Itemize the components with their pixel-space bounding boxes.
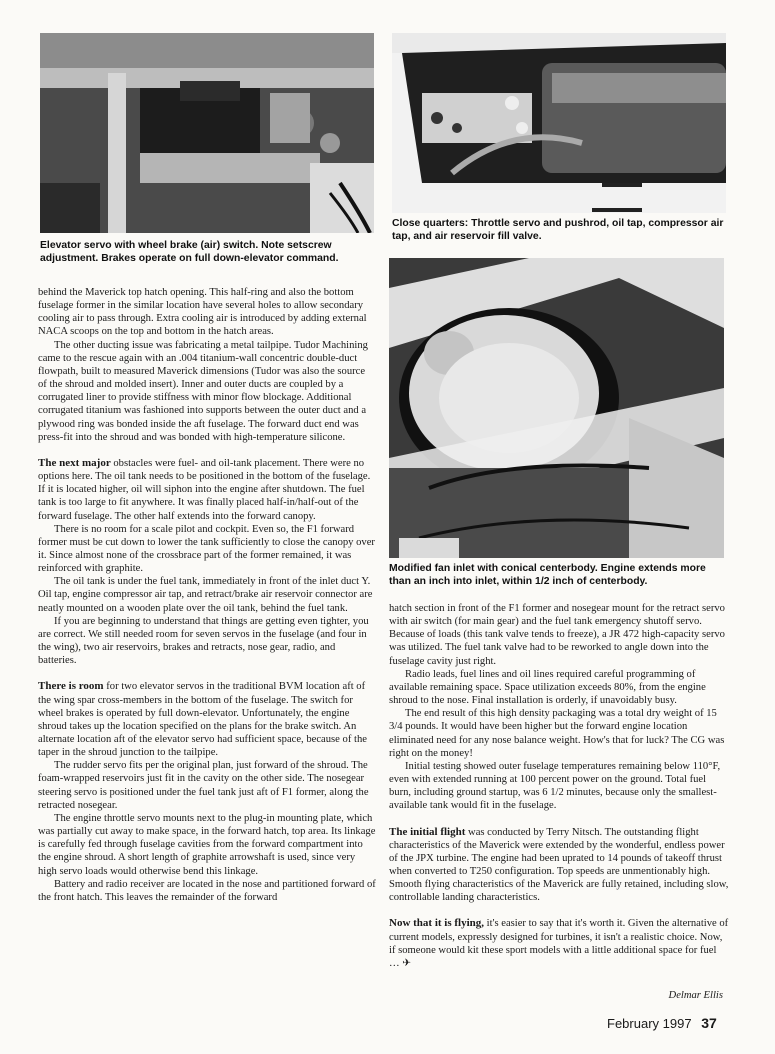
photo-fan-inlet bbox=[389, 258, 724, 558]
page-footer bbox=[607, 1015, 717, 1031]
left-paragraph-7: There is room for two elevator servos in the traditional BVM location aft of the wing spar cross-members in the bottom of the fuselage. The switch for wheel brakes is operated by full down-elevator. Unfortunately, the engine shroud takes up the location specified on the plans for the brake switch. An alternate location aft of the elevator servo had sufficient space, because of the taper in the shroud junction to the tailpipe. bbox=[38, 680, 367, 759]
left-paragraph-6: If you are beginning to understand that things are getting even tighter, you are correct. We still needed room for seven servos in the fuselage (and four in the wing), two air reservoirs, brakes and retracts, nose gear, radio, and batteries. bbox=[38, 615, 369, 667]
photo-throttle-servo-image bbox=[392, 33, 726, 213]
caption-photo-1: Elevator servo with wheel brake (air) switch. Note setscrew adjustment. Brakes operate on full down-elevator command. bbox=[40, 240, 339, 264]
footer-date: February 1997 bbox=[607, 1016, 692, 1031]
photo-elevator-servo bbox=[40, 33, 374, 233]
caption-photo-3: Modified fan inlet with conical centerbody. Engine extends more than an inch into inlet, within 1/2 inch of centerbody. bbox=[389, 563, 706, 587]
right-paragraph-4: Initial testing showed outer fuselage temperatures remaining below 110°F, even with extended running at 100 percent power on the ground. Total fuel burn, including ground startup, was 6 1/2 minutes, because only the smallest-available tank would fit in the fuselage. bbox=[389, 760, 721, 812]
lead-there-is-room: There is room bbox=[38, 680, 104, 693]
lead-now-flying: Now that it is flying, bbox=[389, 917, 485, 930]
right-column bbox=[389, 602, 729, 970]
right-paragraph-1: hatch section in front of the F1 former and nosegear mount for the retract servo with air switch (for main gear) and the fuel tank emergency shutoff servo. Because of loads (this tank valve tends to freeze), a JR 472 high-capacity servo was utilized. The fuel tank valve had to be reworked to angle down into the fuselage cavity just right. bbox=[389, 603, 725, 667]
caption-photo-2: Close quarters: Throttle servo and pushrod, oil tap, compressor air tap, and air reservoir fill valve. bbox=[392, 218, 724, 242]
left-paragraph-5: The oil tank is under the fuel tank, immediately in front of the inlet duct Y. Oil tap, engine compressor air tap, and retract/brake air reservoir connector are neatly mounted on a wooden plate over the oil tank, behind the fuel tank. bbox=[38, 576, 373, 614]
lead-initial-flight: The initial flight bbox=[389, 825, 466, 838]
left-paragraph-8: The rudder servo fits per the original plan, just forward of the shroud. The foam-wrapped reservoirs just fit in the cavity on the other side. The nosegear steering servo is positioned under the fuel tank just aft of F1 former, along the retracted nosegear. bbox=[38, 760, 369, 811]
left-column bbox=[38, 286, 376, 904]
page-number: 37 bbox=[701, 1015, 717, 1031]
author-signature: Delmar Ellis bbox=[668, 990, 723, 1001]
left-paragraph-10: Battery and radio receiver are located in the nose and partitioned forward of the front hatch. This leaves the remainder of the forward bbox=[38, 878, 376, 903]
photo-throttle-servo bbox=[392, 33, 726, 213]
left-paragraph-4: There is no room for a scale pilot and cockpit. Even so, the F1 forward former must be cut down to lower the tank sufficiently to close the canopy over it. Since almost none of the crossbrace part of the former remained, it was reinforced with graphite. bbox=[38, 523, 375, 575]
right-paragraph-3: The end result of this high density packaging was a total dry weight of 15 3/4 pounds. It would have been higher but the forward engine location eliminated need for any nose balance weight. How's that for luck? The CG was right on the money! bbox=[389, 708, 725, 759]
lead-next-major: The next major bbox=[38, 456, 111, 469]
right-paragraph-2: Radio leads, fuel lines and oil lines required careful programming of available remaining space. Space utilization exceeds 80%, from the engine shroud to the nose. Final installation is orderly, if unavoidably busy. bbox=[389, 668, 706, 707]
photo-fan-inlet-image bbox=[389, 258, 724, 558]
photo-elevator-servo-image bbox=[40, 33, 374, 233]
left-paragraph-2: The other ducting issue was fabricating a metal tailpipe. Tudor Machining came to the rescue again with an .004 titanium-wall concentric double-duct flowpath, built to measured Maverick dimensions (Tudor was also the source of the shroud and molded insert). Inner and outer ducts are coupled by a corrugated liner to provide stiffness with minor flow blockage. Additional corrugated titanium was fashioned into supports between the outer duct and a plywood ring was bonded inside the aft fuselage. The forward duct end was press-fit into the shroud and was bonded with high-temperature silicone. bbox=[38, 339, 368, 443]
left-paragraph-9: The engine throttle servo mounts next to the plug-in mounting plate, which was partially cut away to make space, in the forward hatch, top area. Its linkage is carefully fed through fuselage cavities from the forward compartment into the engine shroud. A short length of graphite arrowshaft is used, since very high servo loads would otherwise bend this linkage. bbox=[38, 812, 376, 877]
right-paragraph-5: The initial flight was conducted by Terry Nitsch. The outstanding flight characteristics of the Maverick were extended by the wonderful, endless power of the JPX turbine. The engine had been uprated to 14 pounds of takeoff thrust when converted to T250 configuration. Top speeds are unmentionably high. Smooth flying characteristics of the Maverick are fully retained, including slow, controllable landing characteristics. bbox=[389, 825, 729, 904]
right-paragraph-6: Now that it is flying, it's easier to say that it's worth it. Given the alternative of current models, expressly designed for turbines, it isn't a realistic choice. Now, if someone would kit these sport models with a little additional space for fuel … ✈ bbox=[389, 917, 729, 969]
left-paragraph-3: The next major obstacles were fuel- and oil-tank placement. There were no options here. The oil tank needs to be positioned in the bottom of the fuselage. If it is located higher, oil will siphon into the engine after shutdown. The fuel tank is too large to fit anywhere. It was finally placed half-in/half-out of the forward fuselage. The other half extends into the forward canopy. bbox=[38, 456, 371, 522]
left-paragraph-1: behind the Maverick top hatch opening. This half-ring and also the bottom fuselage former in the similar location have several holes to allow secondary cooling air to pass through. Extra cooling air is introduced by adding external NACA scoops on the top and bottom in the hatch areas. bbox=[38, 287, 367, 338]
